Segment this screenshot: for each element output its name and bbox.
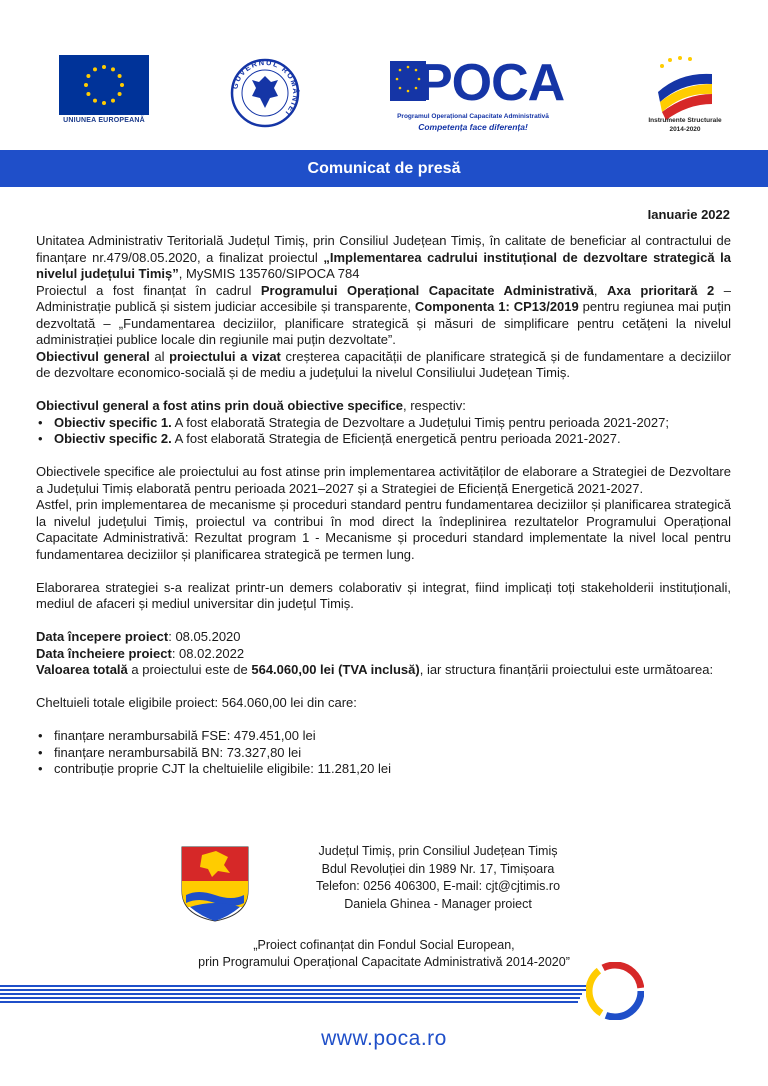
cofinancing-line: „Proiect cofinanțat din Fondul Social European, xyxy=(253,938,515,952)
press-release-body xyxy=(36,233,731,778)
press-release-banner: Comunicat de presă xyxy=(0,150,768,187)
eu-star xyxy=(93,99,97,103)
eligible-costs: Cheltuieli totale eligibile proiect: 564.060,00 lei din care: xyxy=(36,695,357,710)
logo-row xyxy=(0,40,768,135)
eu-caption: UNIUNEA EUROPEANĂ xyxy=(63,117,145,124)
paragraph-funding: Proiectul a fost finanțat în cadrul Programului Operațional Capacitate Administrativă, Axa prioritară 2 – Administrație publică și sistem judiciar accesibile și transparente, Componenta 1: CP13/2019 pentru regiunea mai puțin dezvoltată – „Fundamentarea deciziilor, planificare strategică și măsuri de simplificare pentru cetățeni la nivelul administrației publice locale din regiunile mai puțin dezvoltate”. xyxy=(36,282,732,347)
eu-star xyxy=(86,74,90,78)
paragraph-mechanisms: Astfel, prin implementarea de mecanisme și proceduri standard pentru fundamentarea deciziilor și planificarea strategică la nivelul județului Timiș, proiectul va contribui în mod direct la îndeplinirea rezultatelor Programului Operațional Capacitate Administrativă: Rezultat program 1 - Mecanisme și proceduri standard implementate la nivel local pentru fundamentarea deciziilor și planificarea strategică pe termen lung. xyxy=(36,497,731,562)
eu-star xyxy=(93,67,97,71)
eu-star xyxy=(118,92,122,96)
start-date: Data începere proiect: 08.05.2020 xyxy=(36,629,241,644)
eu-flag-logo xyxy=(59,55,149,115)
government-ring-text: GUVERNUL ROMÂNIEI xyxy=(230,58,300,119)
contact-info xyxy=(273,843,603,913)
eu-star xyxy=(102,101,106,105)
financing-item: • contribuție proprie CJT la cheltuielile eligibile: 11.281,20 lei xyxy=(36,761,731,778)
financing-item: • finanțare nerambursabilă BN: 73.327,80 lei xyxy=(36,745,731,762)
financing-item: • finanțare nerambursabilă FSE: 479.451,00 lei xyxy=(36,728,731,745)
contact-line: Daniela Ghinea - Manager proiect xyxy=(344,896,532,911)
government-logo xyxy=(230,58,300,128)
total-value: Valoarea totală a proiectului este de 564.060,00 lei (TVA inclusă), iar structura finanțării proiectului este următoarea: xyxy=(36,662,714,677)
cofinancing-statement xyxy=(0,937,768,971)
eu-star xyxy=(102,65,106,69)
contact-line: Telefon: 0256 406300, E-mail: cjt@cjtimis.ro xyxy=(315,879,561,893)
end-date: Data încheiere proiect: 08.02.2022 xyxy=(36,645,245,661)
paragraph-intro: Unitatea Administrativ Teritorială Județul Timiș, prin Consiliul Județean Timiș, în calitate de beneficiar al contractului de finanțare nr.479/08.05.2020, a finalizat proiectul „Implementarea cadrului instituțional de dezvoltare strategică la nivelul județului Timiș”, MySMIS 135760/SIPOCA 784 xyxy=(36,233,732,281)
poca-wordmark: POCA xyxy=(418,54,565,112)
eu-star xyxy=(118,74,122,78)
eu-star xyxy=(120,83,124,87)
contact-line: Județul Timiș, prin Consiliul Județean Timiș xyxy=(318,844,558,858)
eu-star xyxy=(111,99,115,103)
poca-subtitle: Programul Operațional Capacitate Administrativă xyxy=(397,113,549,120)
eu-star xyxy=(84,83,88,87)
paragraph-specific-results: Obiectivele specifice ale proiectului au fost atinse prin implementarea activităților de elaborare a Strategiei de Dezvoltare a Județului Timiș elaborată pentru perioada 2021–2027 și a Strategiei de Eficiență Energetică 2021-2027. xyxy=(36,464,731,496)
paragraph-collaboration: Elaborarea strategiei s-a realizat printr-un demers colaborativ și integrat, fiind implicați toți stakeholderii instituționali, mediul de afaceri și mediul universitar din județul Timiș. xyxy=(36,579,731,611)
is-caption: Instrumente Structurale xyxy=(648,117,722,124)
cofinancing-line: prin Programului Operațional Capacitate Administrativă 2014-2020” xyxy=(198,955,570,969)
footer-stripes xyxy=(0,985,590,1005)
objective-item: • Obiectiv specific 2. A fost elaborată Strategia de Eficiență energetică pentru perioada 2021-2027. xyxy=(36,431,731,448)
paragraph-objectives-intro: Obiectivul general a fost atins prin două obiective specifice, respectiv: xyxy=(36,398,466,413)
paragraph-general-objective: Obiectivul general al proiectului a vizat creșterea capacității de planificare strategică și de fundamentare a deciziilor de dezvoltare economico-socială și de mediu a județului la nivelul Consiliului Județean Timiș. xyxy=(36,348,731,380)
eu-star xyxy=(111,67,115,71)
is-caption-years: 2014-2020 xyxy=(669,126,701,133)
objective-item: • Obiectiv specific 1. A fost elaborată Strategia de Dezvoltare a Județului Timiș pentru perioada 2021-2027; xyxy=(36,415,731,432)
poca-slogan: Competența face diferența! xyxy=(418,122,528,132)
release-date: Ianuarie 2022 xyxy=(647,207,730,222)
contact-line: Bdul Revoluției din 1989 Nr. 17, Timișoara xyxy=(321,861,555,876)
contact-block xyxy=(178,843,598,923)
website-link[interactable]: www.poca.ro xyxy=(321,1027,447,1050)
eu-stars-icon xyxy=(59,55,149,115)
eu-star xyxy=(86,92,90,96)
poca-swirl-icon xyxy=(586,962,644,1020)
timis-coat-of-arms-icon xyxy=(178,843,252,923)
poca-logo xyxy=(388,54,565,133)
